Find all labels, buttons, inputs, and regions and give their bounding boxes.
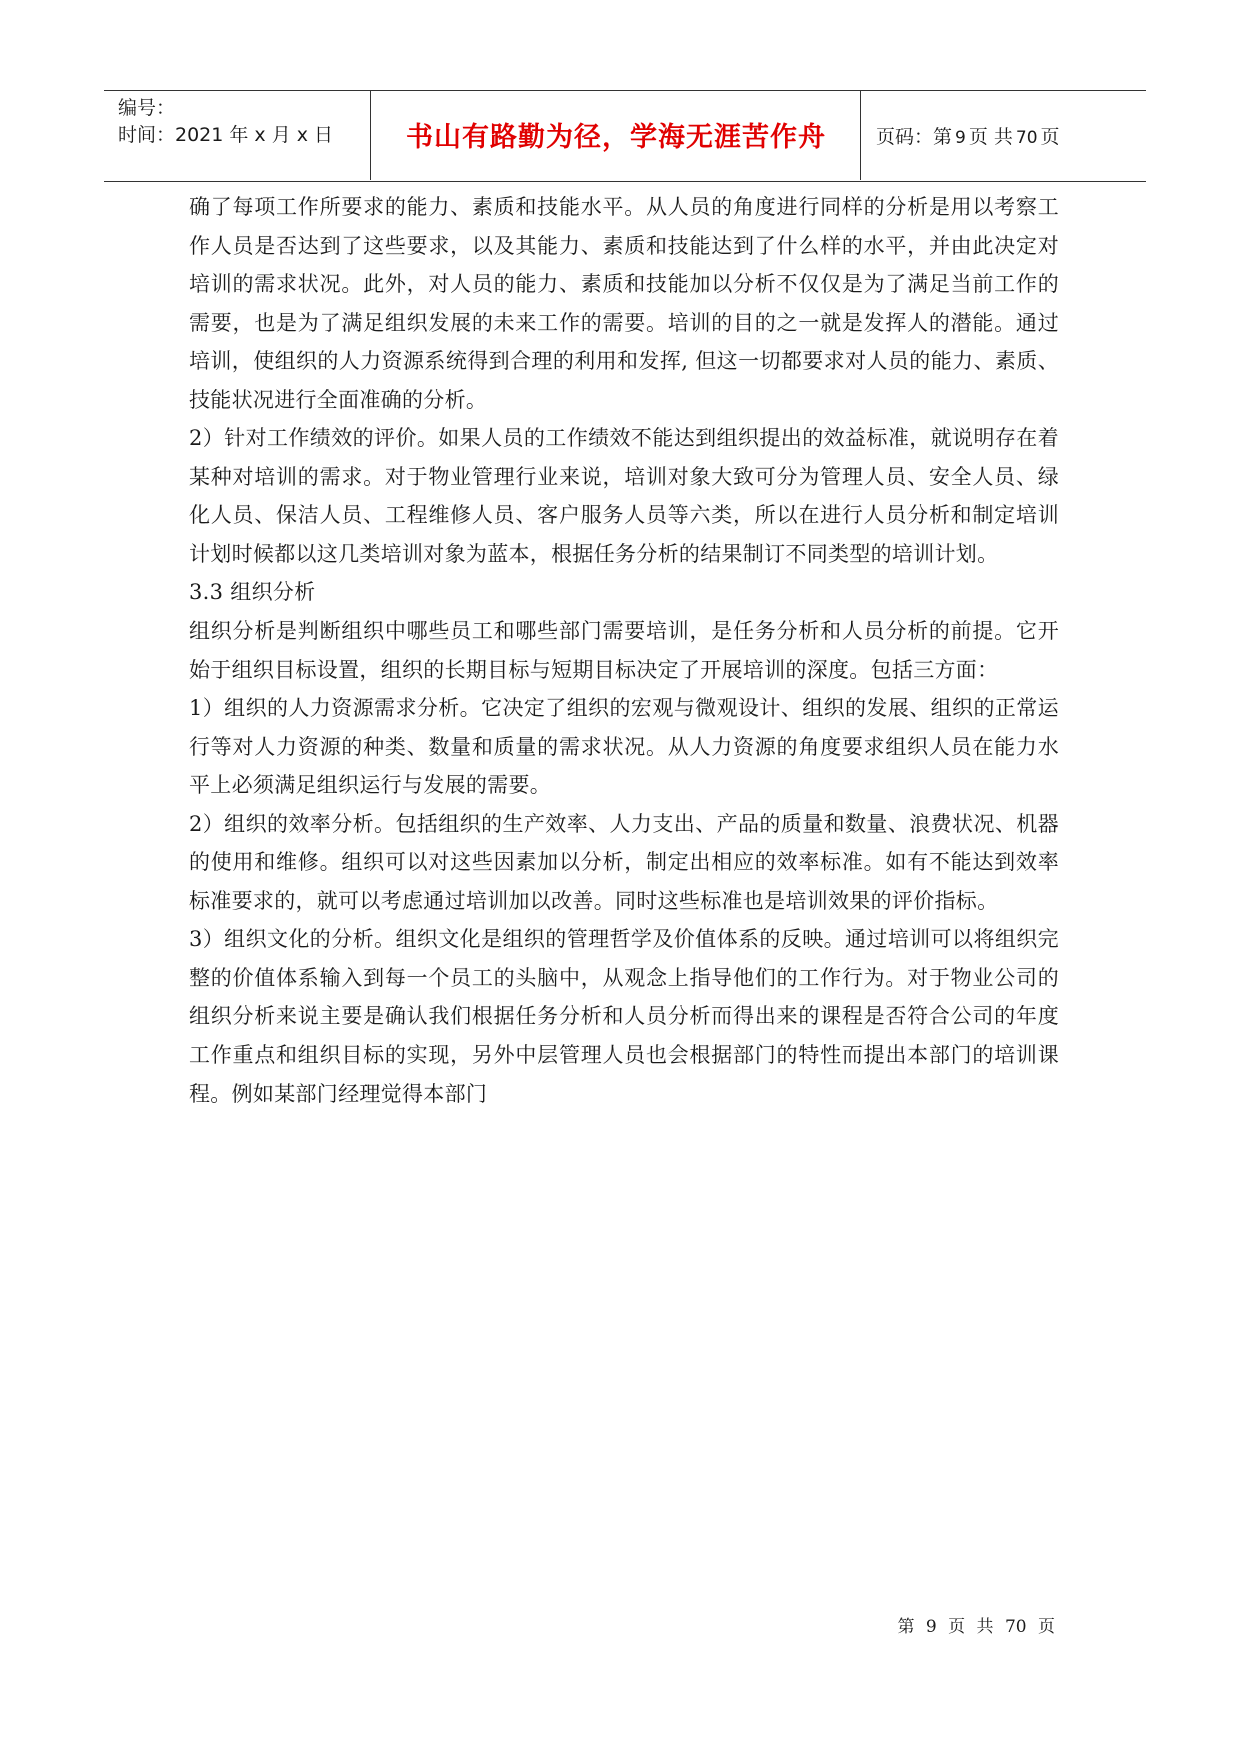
page-suffix: 页 [1040,126,1060,148]
paragraph: 2）针对工作绩效的评价。如果人员的工作绩效不能达到组织提出的效益标准，就说明存在着某种对培训的需求。对于物业管理行业来说，培训对象大致可分为管理人员、安全人员、绿化人员、保洁人员、工程维修人员、客户服务人员等六类，所以在进行人员分析和制定培训计划时候都以这几类培训对象为蓝本，根据任务分析的结果制订不同类型的培训计划。 [189,426,1059,566]
page-total: 70 [1015,128,1038,148]
page-footer: 第 9 页 共 70 页 [897,1617,1055,1637]
paragraph: 确了每项工作所要求的能力、素质和技能水平。从人员的角度进行同样的分析是用以考察工作人员是否达到了这些要求，以及其能力、素质和技能达到了什么样的水平，并由此决定对培训的需求状况。此外，对人员的能力、素质和技能加以分析不仅仅是为了满足当前工作的需要，也是为了满足组织发展的未来工作的需要。培训的目的之一就是发挥人的潜能。通过培训，使组织的人力资源系统得到合理的利用和发挥, 但这一切都要求对人员的能力、素质、技能状况进行全面准确的分析。 [189,195,1059,412]
doc-number-label: 编号： [118,97,176,119]
paragraph: 组织分析是判断组织中哪些员工和哪些部门需要培训，是任务分析和人员分析的前提。它开始于组织目标设置，组织的长期目标与短期目标决定了开展培训的深度。包括三方面： [189,619,1059,682]
header-divider-left [370,91,371,180]
header-motto: 书山有路勤为径，学海无涯苦作舟 [406,122,826,153]
section-heading: 3.3 组织分析 [189,580,316,605]
paragraph: 2）组织的效率分析。包括组织的生产效率、人力支出、产品的质量和数量、浪费状况、机器的使用和维修。组织可以对这些因素加以分析，制定出相应的效率标准。如有不能达到效率标准要求的，就可以考虑通过培训加以改善。同时这些标准也是培训效果的评价指标。 [189,811,1059,913]
paragraph: 1）组织的人力资源需求分析。它决定了组织的宏观与微观设计、组织的发展、组织的正常运行等对人力资源的种类、数量和质量的需求状况。从人力资源的角度要求组织人员在能力水平上必须满足组织运行与发展的需要。 [189,696,1059,798]
page-prefix: 页码：第 [876,126,953,148]
header-page-info [876,122,1060,149]
page-header [104,90,1146,182]
header-divider-right [860,91,861,180]
page-current: 9 [955,128,966,148]
time-line: 时间：2021 年 x 月 x 日 [118,124,334,146]
document-body [189,188,1059,1113]
paragraph: 3）组织文化的分析。组织文化是组织的管理哲学及价值体系的反映。通过培训可以将组织完整的价值体系输入到每一个员工的头脑中，从观念上指导他们的工作行为。对于物业公司的组织分析来说主要是确认我们根据任务分析和人员分析而得出来的课程是否符合公司的年度工作重点和组织目标的实现，另外中层管理人员也会根据部门的特性而提出本部门的培训课程。例如某部门经理觉得本部门 [189,927,1059,1106]
header-meta [118,95,333,149]
page-middle: 页 共 [968,126,1013,148]
